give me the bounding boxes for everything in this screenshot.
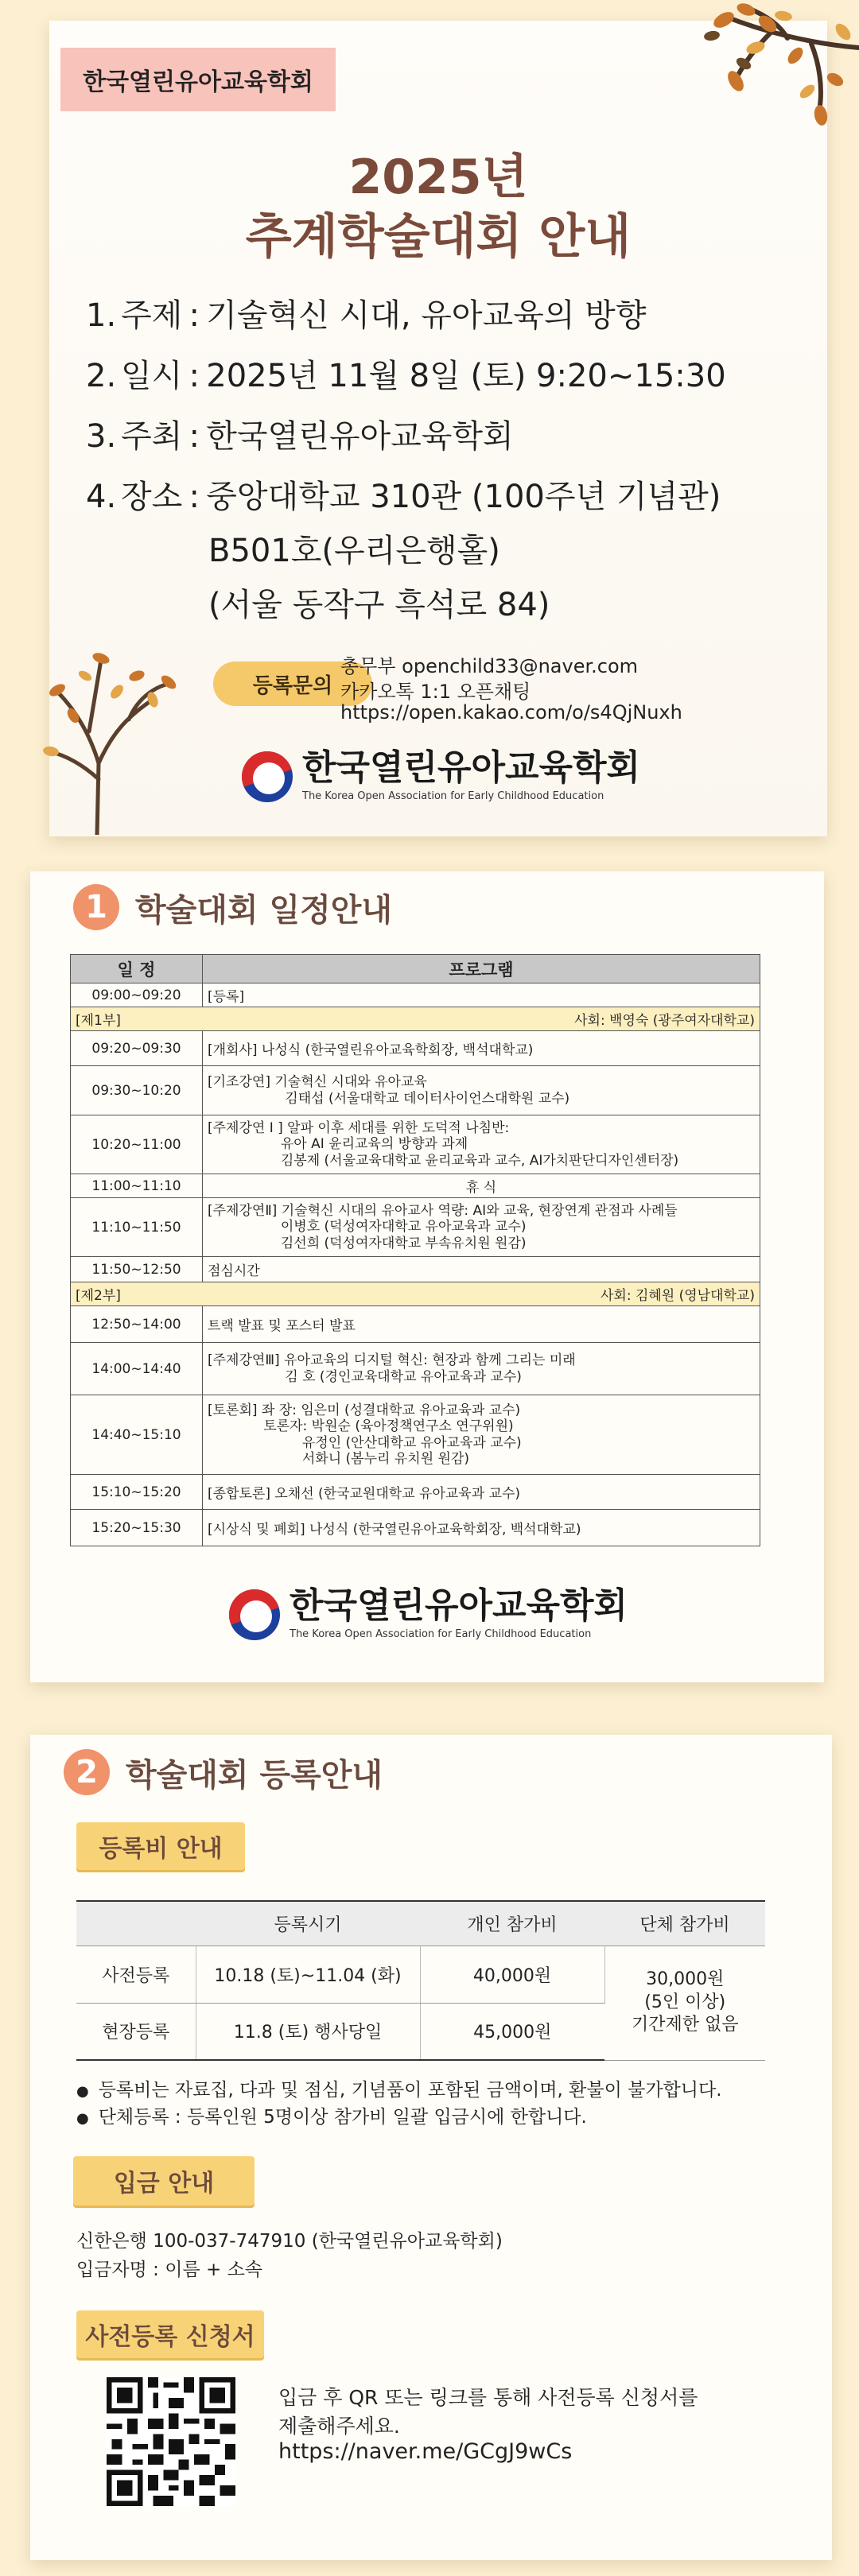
section-number-badge: 2	[64, 1749, 110, 1795]
qr-code-icon[interactable]	[107, 2377, 235, 2506]
table-row: 11:00~11:10 휴 식	[71, 1174, 760, 1198]
org-logo	[242, 747, 641, 802]
table-row: 15:10~15:20 [종합토론] 오채선 (한국교원대학교 유아교육과 교수)	[71, 1475, 760, 1510]
info-host: 3. 주최 : 한국열린유아교육학회	[86, 418, 514, 455]
table-row: 09:00~09:20 [등록]	[71, 983, 760, 1007]
info-venue: 4. 장소 : 중앙대학교 310관 (100주년 기념관)	[86, 479, 721, 515]
org-logo	[229, 1585, 628, 1640]
logo-name-ko: 한국열린유아교육학회	[302, 747, 641, 788]
registration-header	[64, 1749, 383, 1795]
col-program-header: 프로그램	[203, 955, 760, 983]
deposit-info-chip: 입금 안내	[73, 2156, 255, 2206]
group-fee: 30,000원 (5인 이상) 기간제한 없음	[604, 1946, 765, 2060]
table-row: 11:50~12:50 점심시간	[71, 1257, 760, 1282]
fee-row-onsite: 현장등록 11.8 (토) 행사당일 45,000원	[76, 2003, 765, 2060]
contact-kakao: 카카오톡 1:1 오픈채팅	[340, 681, 531, 703]
section-title: 학술대회 일정안내	[135, 891, 393, 929]
schedule-table	[70, 954, 760, 1546]
fee-row-presale: 사전등록 10.18 (토)~11.04 (화) 40,000원 30,000원 (5인 이상) 기간제한 없음	[76, 1946, 765, 2003]
autumn-tree-left	[41, 596, 200, 835]
title-year: 2025년	[348, 149, 528, 205]
table-row: 09:30~10:20 [기조강연] 기술혁신 시대와 유아교육 김태섭 (서울대학교 데이터사이언스대학원 교수)	[71, 1066, 760, 1115]
venue-room: B501호(우리은행홀)	[208, 533, 500, 569]
table-row: 14:40~15:10 [토론회] 좌 장: 임은미 (성결대학교 유아교육과 교수) 토론자: 박원순 (육아정책연구소 연구위원) 유정인 (안산대학교 유아교육과 교수) 서화니 (봄누리 유치원 원감)	[71, 1395, 760, 1475]
fee-info-chip: 등록비 안내	[76, 1822, 245, 1870]
taegeuk-logo-icon	[229, 1589, 280, 1640]
section-number-badge: 1	[73, 884, 119, 930]
table-row: 14:00~14:40 [주제강연Ⅲ] 유아교육의 디지털 혁신: 현장과 함께 그리는 미래 김 호 (경인교육대학교 유아교육과 교수)	[71, 1343, 760, 1395]
table-row: 11:10~11:50 [주제강연Ⅱ] 기술혁신 시대의 유아교사 역량: AI와 교육, 현장연계 관점과 사례들 이병호 (덕성여자대학교 유아교육과 교수) 김선희 (덕성여자대학교 부속유치원 원감)	[71, 1198, 760, 1257]
fee-table: 등록시기 개인 참가비 단체 참가비 사전등록 10.18 (토)~11.04 (화) 40,000원 30,000원 (5인 이상) 기간제한 없음 현장등록 11.8 (토) 행사당일 45,000원	[76, 1900, 765, 2061]
apply-instruction: 입금 후 QR 또는 링크를 통해 사전등록 신청서를	[278, 2386, 698, 2409]
fee-note-group: ● 단체등록 : 등록인원 5명이상 참가비 일괄 입금시에 한합니다.	[76, 2102, 587, 2128]
col-time-header: 일 정	[71, 955, 203, 983]
taegeuk-logo-icon	[242, 751, 293, 802]
deposit-account: 신한은행 100-037-747910 (한국열린유아교육학회)	[76, 2231, 503, 2252]
schedule-header	[73, 884, 392, 930]
logo-name-ko: 한국열린유아교육학회	[290, 1585, 628, 1626]
table-row: 12:50~14:00 트랙 발표 및 포스터 발표	[71, 1306, 760, 1343]
inquiry-label: 등록문의	[213, 661, 372, 706]
contact-email[interactable]: 총무부 openchild33@naver.com	[340, 655, 639, 677]
contact-url[interactable]: https://open.kakao.com/o/s4QjNuxh	[340, 701, 682, 724]
title-event: 추계학술대회 안내	[245, 209, 632, 265]
venue-address: (서울 동작구 흑석로 84)	[208, 587, 550, 623]
info-theme: 1. 주제 : 기술혁신 시대, 유아교육의 방향	[86, 297, 647, 334]
part-row: [제2부] 사회: 김혜원 (영남대학교)	[71, 1282, 760, 1306]
info-datetime: 2. 일시 : 2025년 11월 8일 (토) 9:20~15:30	[86, 358, 726, 394]
apply-form-chip: 사전등록 신청서	[76, 2310, 264, 2358]
organization-tag: 한국열린유아교육학회	[60, 48, 336, 111]
table-row: 09:20~09:30 [개회사] 나성식 (한국열린유아교육학회장, 백석대학교)	[71, 1031, 760, 1066]
part-row: [제1부] 사회: 백영숙 (광주여자대학교)	[71, 1007, 760, 1031]
logo-name-en: The Korea Open Association for Early Childhood Education	[290, 1628, 592, 1640]
table-row: 10:20~11:00 [주제강연 I ] 알파 이후 세대를 위한 도덕적 나침반: 유아 AI 윤리교육의 방향과 과제 김봉제 (서울교육대학교 윤리교육과 교수, AI가치판단디자인센터장)	[71, 1115, 760, 1174]
table-row: 15:20~15:30 [시상식 및 폐회] 나성식 (한국열린유아교육학회장, 백석대학교)	[71, 1510, 760, 1546]
apply-instruction-cont: 제출해주세요.	[278, 2415, 400, 2438]
section-title: 학술대회 등록안내	[126, 1756, 383, 1794]
deposit-name-format: 입금자명 : 이름 + 소속	[76, 2260, 263, 2280]
logo-name-en: The Korea Open Association for Early Childhood Education	[302, 790, 604, 802]
apply-url-link[interactable]: https://naver.me/GCgJ9wCs	[278, 2439, 573, 2464]
fee-note-refund: ● 등록비는 자료집, 다과 및 점심, 기념품이 포함된 금액이며, 환불이 불가합니다.	[76, 2075, 722, 2101]
